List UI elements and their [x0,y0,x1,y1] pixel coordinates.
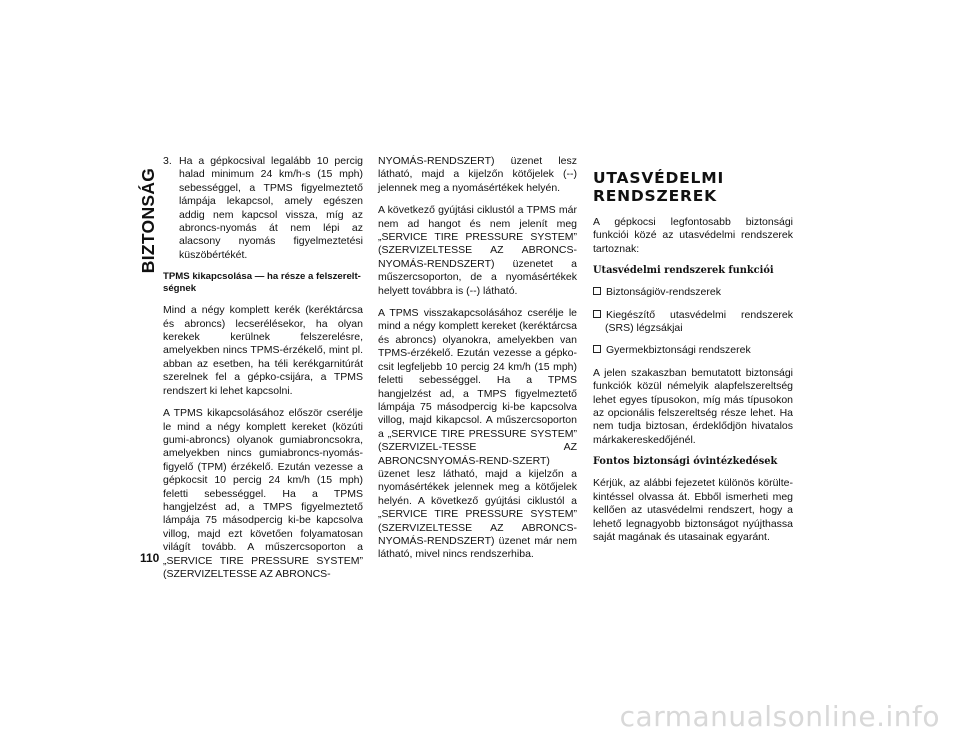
checkbox-square-icon [593,345,601,353]
list-item-3 [163,155,363,262]
list-item-text: Ha a gépkocsival legalább 10 percig halad minimum 24 km/h-s (15 mph) sebességgel, a TPMS figyelmeztető lámpája lekapcsol, amely egészen addig nem kapcsol vissza, míg az abroncs-nyomás át nem lépi az alacsony nyomás figyelmeztetési küszöbértékét. [179,155,363,261]
paragraph: A TPMS visszakapcsolásához cserélje le mind a négy komplett kereket (keréktárcsa és abroncs) olyanokra, amelyekben van TPMS-érzékelő. Ezután vezesse a gépko-csit legfeljebb 10 percig 24 km/h (15 mph) feletti sebességgel. Ha a TPMS hangjelzést ad, a TMPS figyelmeztető lámpája 75 másodpercig ki-be kapcsolva villog, majd kikapcsol. A műszercsoporton a „SERVICE TIRE PRESSURE SYSTEM” (SZERVIZEL-TESSE AZ ABRONCSNYOMÁS-REND-SZERT) üzenet lesz látható, majd a kijelzőn a nyomásértékek jelennek meg a kötőjelek helyén. A következő gyújtási ciklustól a „SERVICE TIRE PRESSURE SYSTEM” (SZERVIZELTESSE AZ ABRONCS-NYOMÁS-RENDSZERT) üzenet már nem látható, mivel nincs rendszerhiba. [378,307,577,561]
bullet-item [593,309,793,336]
checkbox-square-icon [593,310,601,318]
bullet-text: Gyermekbiztonsági rendszerek [606,344,751,357]
bullet-item [593,344,793,357]
watermark: carmanualsonline.info [619,700,940,733]
paragraph: NYOMÁS-RENDSZERT) üzenet lesz látható, majd a kijelzőn kötőjelek (--) jelennek meg a nyomásértékek helyén. [378,155,577,194]
bullet-item [593,286,793,299]
paragraph: A következő gyújtási ciklustól a TPMS már nem ad hangot és nem jelenít meg „SERVICE TIRE PRESSURE SYSTEM” (SZERVIZELTESSE AZ ABRONCS-NYOMÁS-RENDSZERT) üzenetet a műszercsoporton, de a nyomásértékek helyett továbbra is (--) látható. [378,204,577,297]
subheading-tpms-disable: TPMS kikapcsolása — ha része a felszerelt-ségnek [163,271,361,295]
bullet-text: Kiegészítő utasvédelmi rendszerek (SRS) légzsákjai [605,308,793,335]
paragraph: A TPMS kikapcsolásához először cserélje le mind a négy komplett kereket (közúti gumi-abroncs) olyanok gumiabroncsokra, amelyekben nincs gumiabroncs-nyomás-figyelő (TPM) érzékelő. Ezután vezesse a gépkocsit 10 percig 24 km/h (15 mph) feletti sebességgel. Ha a TPMS hangjelzést ad, a TMPS figyelmeztető lámpája 75 másodpercig ki-be kapcsolva villog, majd ezt követően folyamatosan világít tovább. A műszercsoporton a „SERVICE TIRE PRESSURE SYSTEM” (SZERVIZELTESSE AZ ABRONCS- [163,407,363,580]
section-heading: UTASVÉDELMI RENDSZEREK [593,169,725,205]
list-item-number: 3. [163,155,172,167]
section-side-label [134,160,164,280]
page-number: 110 [140,551,160,565]
column-3 [593,155,793,553]
paragraph: Mind a négy komplett kerék (keréktárcsa és abroncs) lecserélésekor, ha olyan kerekek kerülnek felszerelésre, amelyekben nincs TPMS-érzékelő, mint pl. abban az esetben, ha téli kerékgarnitúrát szerelnek fel a gépko-csijára, a TPMS rendszert ki lehet kapcsolni. [163,304,363,397]
column-1 [163,155,363,590]
column-2 [378,155,577,571]
section-side-label-text: BIZTONSÁG [138,167,159,273]
paragraph: A jelen szakaszban bemutatott biztonsági funkciók közül némelyik alapfelszereltség lehet egyes típusokon, míg más típusokon az opcionális felszereltség része lehet. Ha nem tudja biztosan, érdeklődjön hivatalos márkakereskedőjénél. [593,366,793,446]
bullet-text: Biztonságiöv-rendszerek [606,286,721,299]
paragraph: Kérjük, az alábbi fejezetet különös körülte-kintéssel olvassa át. Ebből ismerheti meg kellően az utasvédelmi rendszert, hogy a lehető legnagyobb biztonságot nyújthassa saját magának és utasainak egyaránt. [593,477,793,543]
subheading-safety-precautions: Fontos biztonsági óvintézkedések [593,456,778,468]
subheading-restraint-functions: Utasvédelmi rendszerek funkciói [593,265,774,277]
paragraph: A gépkocsi legfontosabb biztonsági funkciói közé az utasvédelmi rendszerek tartoznak: [593,216,793,255]
checkbox-square-icon [593,287,601,295]
